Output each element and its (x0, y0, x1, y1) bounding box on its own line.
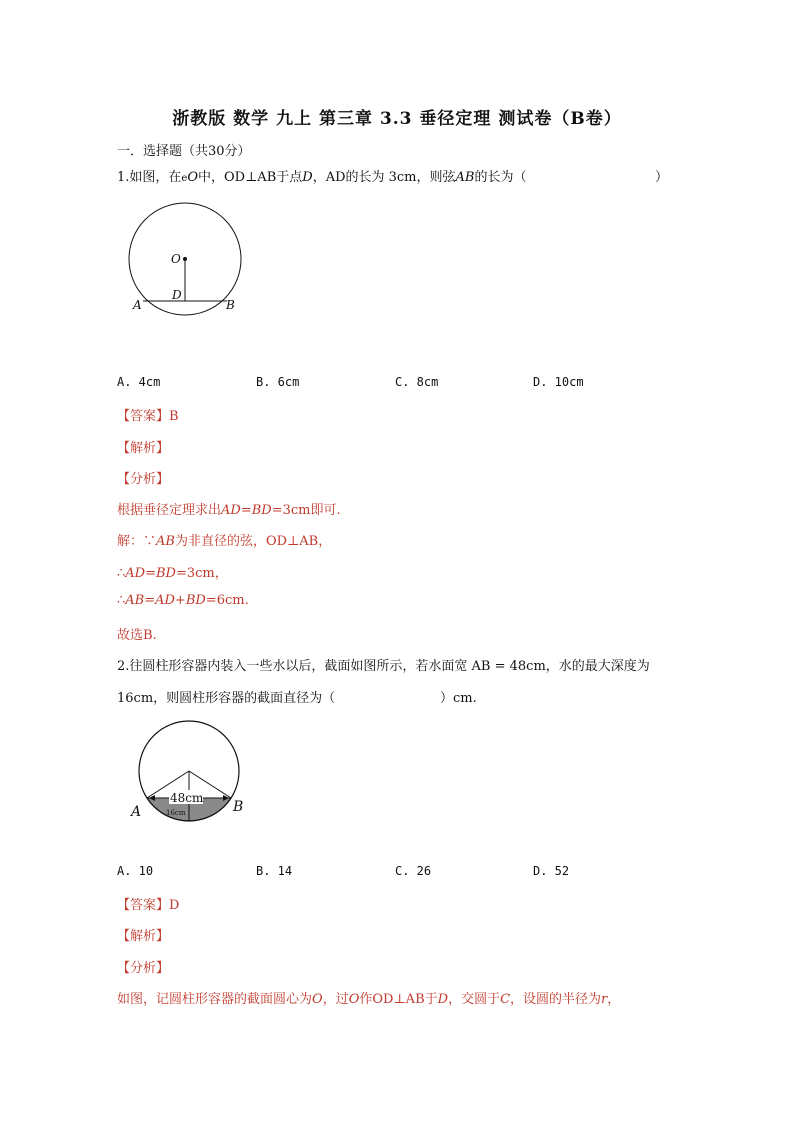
q1-stem-text: 1.如图，在 (117, 170, 182, 185)
circle-symbol: e (181, 173, 188, 184)
analysis-text: ，过 (322, 992, 349, 1007)
answer-label: 【答案】 (117, 409, 170, 424)
analysis-symbol: D (437, 992, 449, 1007)
q1-solution-line (117, 530, 331, 549)
q2-label-a: A (131, 804, 142, 820)
q2-answer (117, 894, 179, 913)
q1-solution-line (117, 499, 341, 518)
q2-option-b: B. 14 (256, 864, 293, 878)
q2-stem-line2: 16cm，则圆柱形容器的截面直径为（ (117, 691, 336, 706)
solution-text: ∴ (117, 593, 126, 608)
q1-circle-figure (122, 202, 262, 322)
q1-solution-line (117, 593, 249, 608)
solution-expr: AD=BD (221, 503, 272, 518)
q1-answer (117, 405, 179, 424)
analysis-text: ， (607, 992, 621, 1007)
analysis-symbol: O (312, 992, 323, 1007)
q2-stem-line1: 2.往圆柱形容器内装入一些水以后，截面如图所示，若水面宽 AB = 48cm，水的最大深度为 (117, 659, 650, 674)
q1-label-a: A (133, 298, 142, 312)
analysis-text: 如图，记圆柱形容器的截面圆心为 (117, 992, 313, 1007)
q2-fenxi: 【分析】 (117, 961, 170, 976)
q1-o: O (187, 170, 198, 185)
page-title: 浙教版 数学 九上 第三章 3.3 垂径定理 测试卷（B卷） (172, 109, 622, 129)
q1-option-c: C. 8cm (395, 375, 439, 389)
q1-d: D (302, 170, 313, 185)
answer-value: B (169, 409, 179, 424)
q2-depth-label: 16cm (166, 809, 186, 817)
q1-stem-close: ） (655, 170, 669, 185)
solution-expr: AB (156, 534, 175, 549)
solution-expr: AD=BD (125, 566, 176, 581)
analysis-text: 作OD⊥AB于 (359, 992, 438, 1007)
q1-label-b: B (226, 298, 235, 312)
solution-text: 解：∵ (117, 534, 157, 549)
solution-expr: AB=AD+BD (125, 593, 206, 608)
q2-label-b: B (233, 799, 244, 815)
q1-ab: AB (455, 170, 475, 185)
analysis-text: ，交圆于 (448, 992, 501, 1007)
solution-text: ∴ (117, 566, 126, 581)
q2-option-d: D. 52 (533, 864, 570, 878)
answer-value: D (169, 898, 180, 913)
q1-option-a: A. 4cm (117, 375, 161, 389)
solution-text: 根据垂径定理求出 (117, 503, 222, 518)
q1-option-d: D. 10cm (533, 375, 584, 389)
q2-stem-line2-end: ）cm. (440, 691, 477, 706)
solution-text: 为非直径的弦，OD⊥AB， (174, 534, 332, 549)
q2-container-figure (126, 718, 266, 838)
analysis-symbol: O (348, 992, 360, 1007)
q2-option-c: C. 26 (395, 864, 432, 878)
q1-jiexi: 【解析】 (117, 441, 170, 456)
q1-label-d: D (172, 288, 182, 302)
q2-width-label: 48cm (170, 791, 204, 805)
q1-solution-line (117, 562, 228, 581)
section-heading: 一．选择题（共30分） (117, 144, 251, 159)
q1-conclusion: 故选B. (117, 628, 157, 643)
analysis-symbol: r (601, 992, 608, 1007)
solution-text: =6cm. (205, 593, 249, 608)
q2-option-a: A. 10 (117, 864, 154, 878)
q1-stem-text: 中，OD⊥AB于点 (198, 170, 303, 185)
q2-analysis-line (117, 988, 620, 1007)
q1-label-o: O (171, 252, 181, 266)
analysis-text: ，设圆的半径为 (510, 992, 602, 1007)
q1-option-b: B. 6cm (256, 375, 300, 389)
q2-jiexi: 【解析】 (117, 929, 170, 944)
solution-text: =3cm即可. (271, 503, 341, 518)
analysis-symbol: C (500, 992, 511, 1007)
answer-label: 【答案】 (117, 898, 170, 913)
solution-text: =3cm， (175, 566, 228, 581)
q1-stem-text: ，AD的长为 3cm，则弦 (312, 170, 456, 185)
q1-stem-text: 的长为（ (474, 170, 527, 185)
q1-stem (117, 166, 526, 185)
q1-fenxi: 【分析】 (117, 472, 170, 487)
